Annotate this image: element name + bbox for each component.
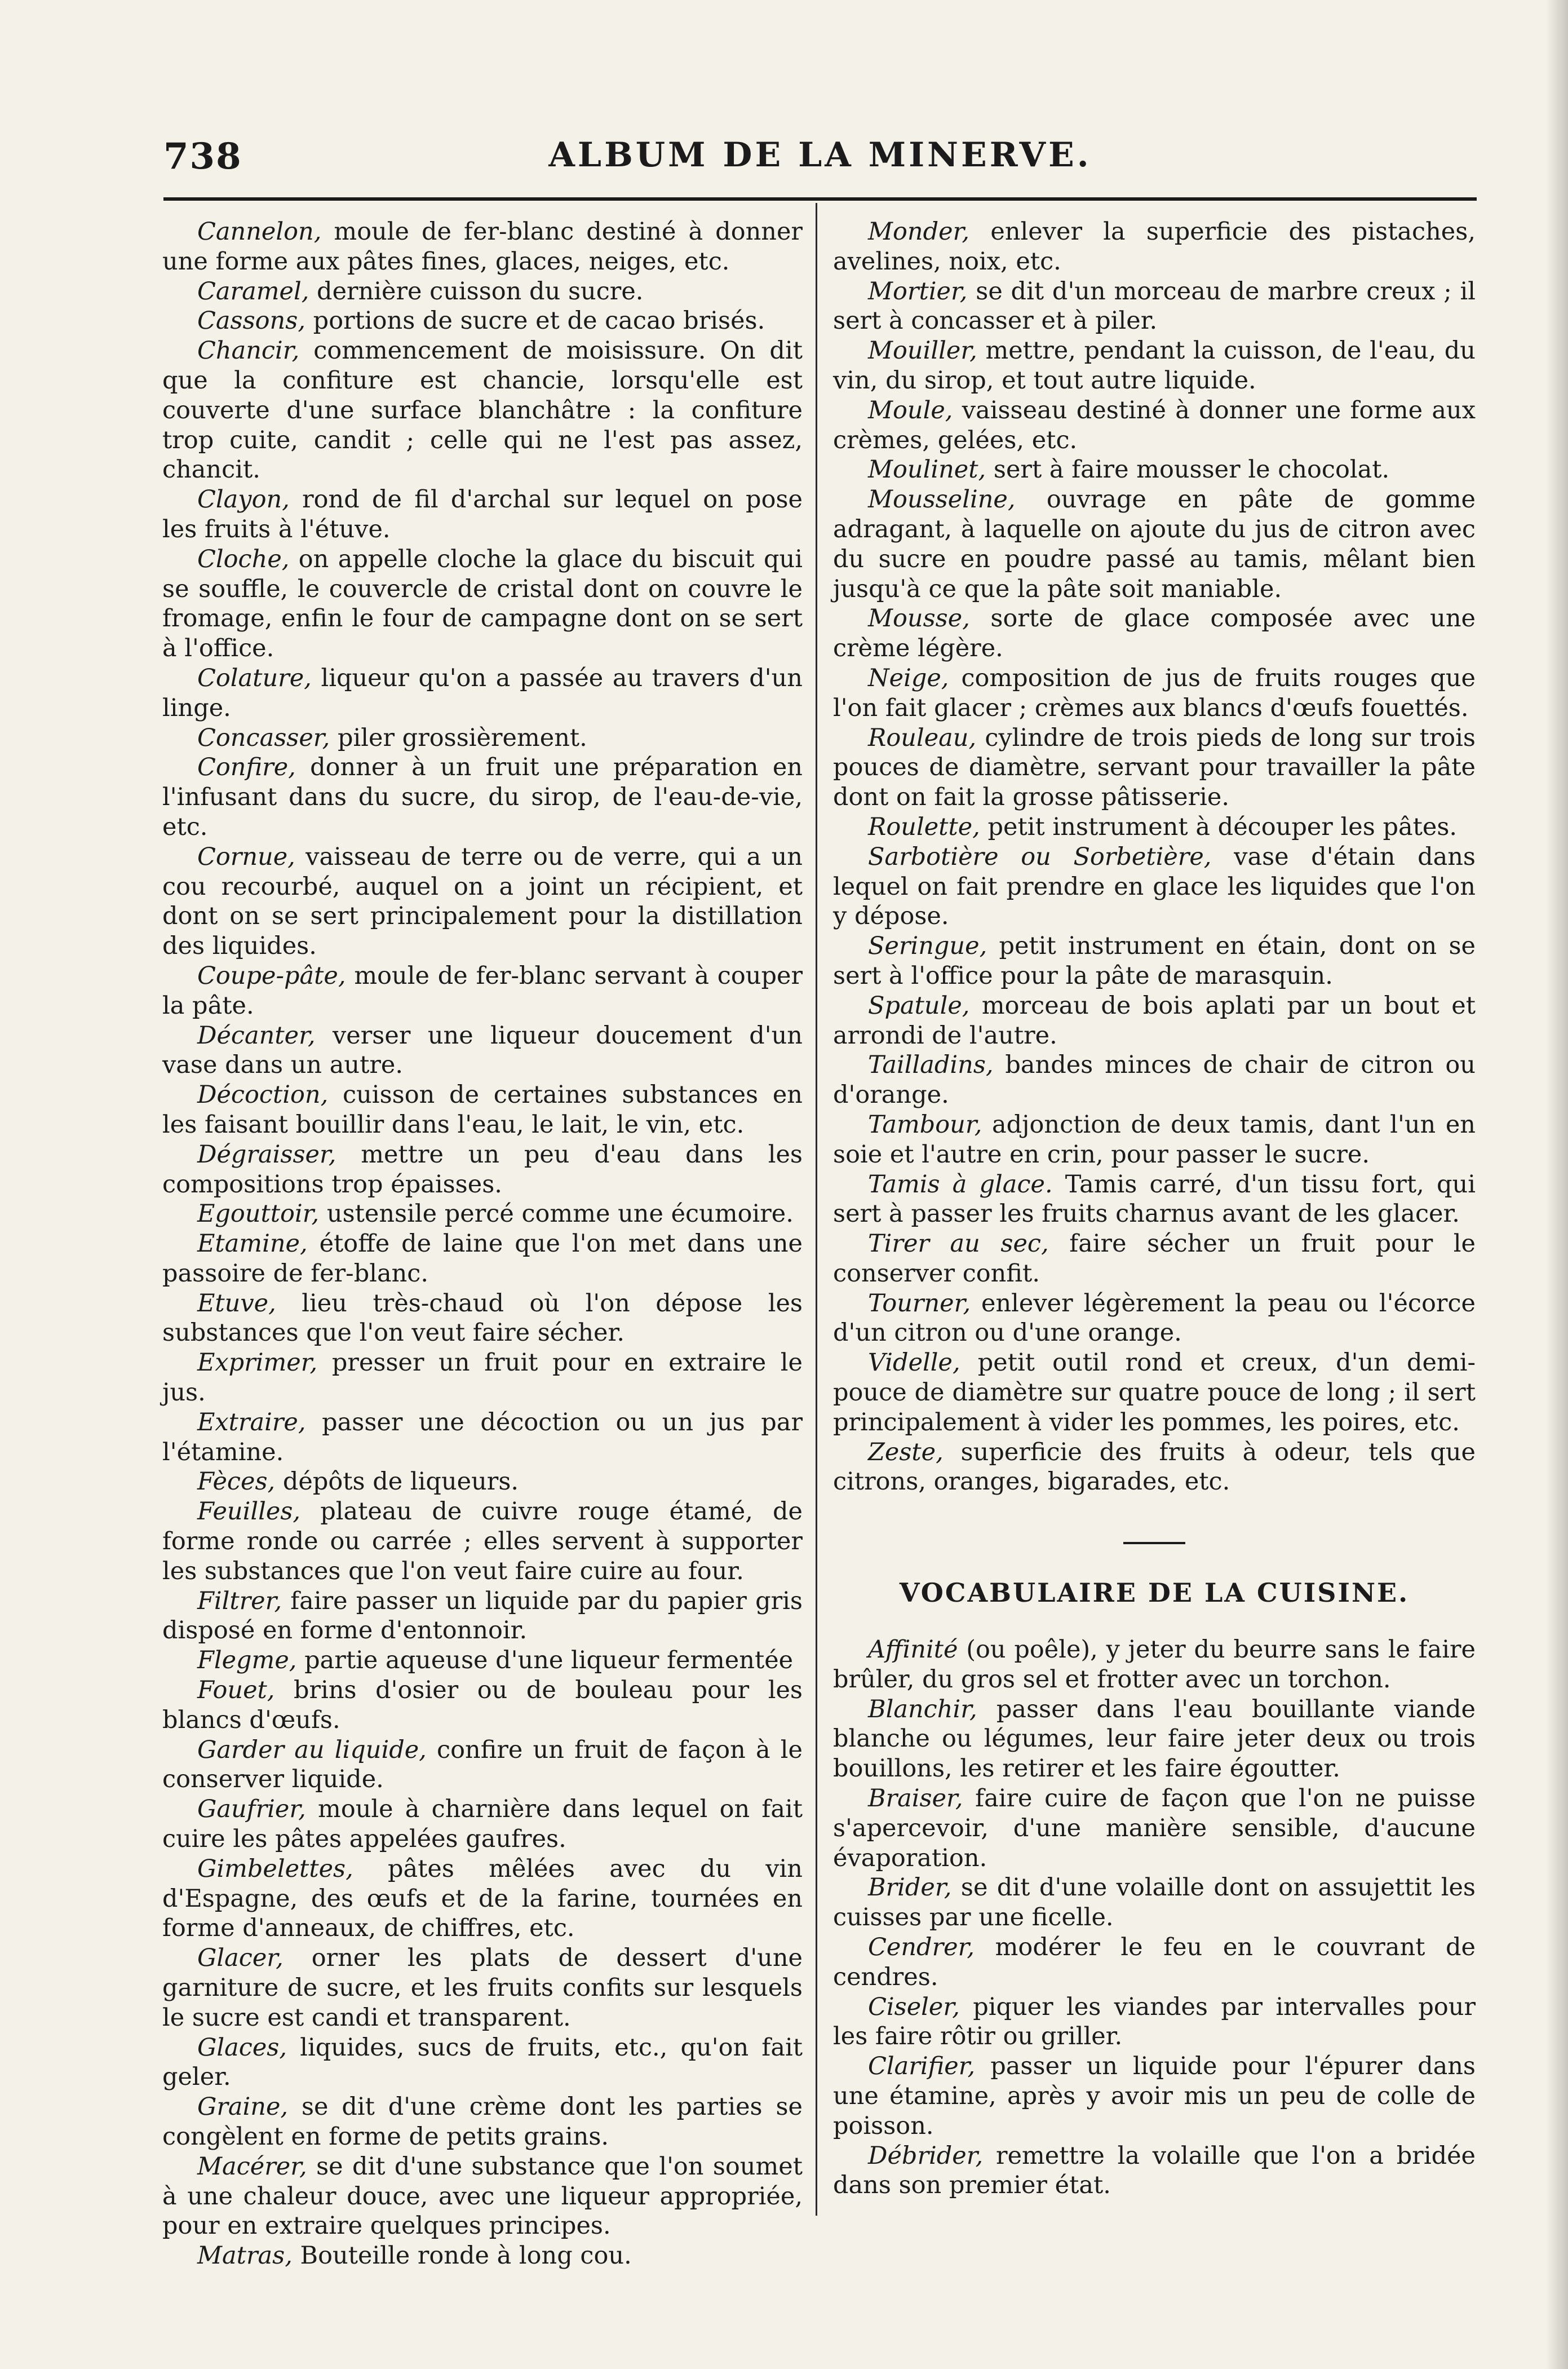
glossary-entry — [833, 2052, 1476, 2141]
entry-definition: Bouteille ronde à long cou. — [292, 2242, 632, 2270]
entry-term: Moule, — [868, 396, 953, 425]
entry-definition: enlever légèrement la peau ou l'écorce d'un citron ou d'une orange. — [833, 1289, 1476, 1347]
entry-term: Mousseline, — [868, 485, 1016, 514]
entry-definition: portions de sucre et de cacao brisés. — [305, 307, 765, 335]
glossary-entry — [162, 842, 803, 961]
glossary-entry — [833, 1438, 1476, 1497]
glossary-entry — [162, 545, 803, 664]
entry-definition: dernière cuisson du sucre. — [309, 277, 644, 306]
entry-term: Chancir, — [197, 337, 300, 365]
glossary-entry — [833, 1110, 1476, 1170]
glossary-entry — [162, 2092, 803, 2152]
entry-definition: passer dans l'eau bouillante viande blanche ou légumes, leur faire jeter deux ou trois bouillons, les retirer et les faire égoutter. — [833, 1695, 1476, 1783]
section-divider-rule — [1123, 1542, 1185, 1544]
entry-term: Clarifier, — [868, 2052, 976, 2081]
entry-term: Neige, — [868, 664, 949, 692]
glossary-entry — [162, 1943, 803, 2032]
glossary-entry — [833, 277, 1476, 337]
entry-definition: vaisseau de terre ou de verre, qui a un cou recourbé, auquel on a joint un récipient, et dont on se sert principalement pour la distillation des liquides. — [162, 842, 803, 961]
glossary-entry — [833, 1229, 1476, 1289]
glossary-entry — [162, 1854, 803, 1943]
entry-term: Mortier, — [868, 277, 968, 306]
glossary-entry — [833, 812, 1476, 842]
entry-definition: verser une liqueur doucement d'un vase dans un autre. — [162, 1021, 803, 1080]
entry-term: Gaufrier, — [197, 1795, 306, 1824]
entry-term: Spatule, — [868, 991, 970, 1020]
entry-term: Braiser, — [868, 1784, 963, 1813]
glossary-entry — [833, 1050, 1476, 1110]
entry-term: Sarbotière ou Sorbetière, — [868, 842, 1212, 871]
entry-definition: (ou poêle), y jeter du beurre sans le faire brûler, du gros sel et frotter avec un torchon. — [833, 1636, 1476, 1694]
entry-term: Glacer, — [197, 1944, 284, 1973]
entry-definition: remettre la volaille que l'on a bridée dans son premier état. — [833, 2141, 1476, 2200]
glossary-entry — [833, 1635, 1476, 1695]
entry-definition: modérer le feu en le couvrant de cendres. — [833, 1933, 1476, 1991]
entry-term: Monder, — [868, 218, 970, 246]
glossary-entry — [833, 455, 1476, 485]
glossary-entry — [833, 2141, 1476, 2201]
entry-term: Cornue, — [197, 842, 295, 871]
entry-term: Affinité — [868, 1636, 958, 1664]
entry-term: Clayon, — [197, 485, 290, 514]
entry-definition: moule de fer-blanc servant à couper la pâte. — [162, 961, 803, 1020]
entry-definition: orner les plats de dessert d'une garniture de sucre, et les fruits confits sur lesquels le sucre est candi et transparent. — [162, 1944, 803, 2032]
entry-term: Cloche, — [197, 545, 290, 573]
entry-term: Zeste, — [868, 1438, 944, 1466]
glossary-entry — [162, 1080, 803, 1140]
entry-term: Cassons, — [197, 307, 305, 335]
entry-term: Tailladins, — [868, 1051, 994, 1080]
entry-definition: passer un liquide pour l'épurer dans une étamine, après y avoir mis un peu de colle de poisson. — [833, 2052, 1476, 2140]
entry-definition: dépôts de liqueurs. — [275, 1468, 519, 1496]
entry-definition: sert à faire mousser le chocolat. — [986, 456, 1390, 484]
entry-term: Concasser, — [197, 723, 330, 752]
entry-definition: liqueur qu'on a passée au travers d'un linge. — [162, 664, 803, 722]
entry-definition: morceau de bois aplati par un bout et arrondi de l'autre. — [833, 991, 1476, 1050]
entry-term: Moulinet, — [868, 456, 986, 484]
entry-term: Décanter, — [197, 1021, 316, 1050]
entry-definition: Tamis carré, d'un tissu fort, qui sert à passer les fruits charnus avant de les glacer. — [833, 1170, 1476, 1228]
entry-term: Flegme, — [197, 1646, 297, 1675]
entry-term: Tamis à glace. — [868, 1170, 1053, 1199]
entry-definition: superficie des fruits à odeur, tels que citrons, oranges, bigarades, etc. — [833, 1438, 1476, 1496]
entry-term: Exprimer, — [197, 1349, 318, 1377]
entry-term: Caramel, — [197, 277, 309, 306]
entry-definition: piquer les viandes par intervalles pour les faire rôtir ou griller. — [833, 1992, 1476, 2051]
glossary-entry — [162, 1467, 803, 1497]
glossary-entry — [833, 723, 1476, 812]
entry-definition: faire cuire de façon que l'on ne puisse s'apercevoir, d'une manière sensible, d'aucune évaporation. — [833, 1784, 1476, 1872]
entry-definition: faire passer un liquide par du papier gris disposé en forme d'entonnoir. — [162, 1586, 803, 1645]
entry-term: Roulette, — [868, 812, 980, 841]
glossary-entry — [833, 991, 1476, 1051]
entry-term: Feuilles, — [197, 1497, 301, 1526]
glossary-entry — [162, 2033, 803, 2093]
glossary-entry — [162, 1199, 803, 1229]
entry-term: Matras, — [197, 2242, 293, 2270]
entry-definition: mettre, pendant la cuisson, de l'eau, du vin, du sirop, et tout autre liquide. — [833, 337, 1476, 395]
entry-definition: ouvrage en pâte de gomme adragant, à laquelle on ajoute du jus de citron avec du sucre en poudre passé au tamis, mêlant bien jusqu'à ce que la pâte soit maniable. — [833, 485, 1476, 603]
glossary-entry — [833, 1873, 1476, 1933]
confiserie-entries-continued — [833, 217, 1476, 1497]
entry-term: Macérer, — [197, 2152, 307, 2181]
entry-definition: petit outil rond et creux, d'un demi-pouce de diamètre sur quatre pouce de long ; il sert principalement à vider les pommes, les poires, etc. — [833, 1349, 1476, 1437]
glossary-entry — [162, 1497, 803, 1586]
glossary-entry — [162, 1586, 803, 1646]
glossary-entry — [833, 1170, 1476, 1230]
glossary-entry — [162, 1676, 803, 1735]
glossary-entry — [833, 336, 1476, 396]
entry-definition: se dit d'une crème dont les parties se congèlent en forme de petits grains. — [162, 2093, 803, 2151]
entry-term: Colature, — [197, 664, 312, 692]
left-column — [162, 217, 803, 2271]
entry-definition: bandes minces de chair de citron ou d'orange. — [833, 1051, 1476, 1110]
glossary-entry — [833, 604, 1476, 664]
entry-definition: piler grossièrement. — [330, 723, 587, 752]
entry-term: Filtrer, — [197, 1586, 282, 1615]
glossary-entry — [833, 664, 1476, 723]
glossary-entry — [833, 396, 1476, 456]
glossary-entry — [833, 842, 1476, 931]
entry-term: Blanchir, — [868, 1695, 977, 1723]
glossary-entry — [162, 753, 803, 842]
glossary-entry — [162, 723, 803, 753]
entry-term: Débrider, — [868, 2141, 984, 2170]
entry-definition: composition de jus de fruits rouges que l'on fait glacer ; crèmes aux blancs d'œufs fouettés. — [833, 664, 1476, 722]
entry-definition: confire un fruit de façon à le conserver liquide. — [162, 1735, 803, 1794]
entry-term: Tourner, — [868, 1289, 971, 1318]
entry-term: Coupe-pâte, — [197, 961, 346, 990]
entry-definition: donner à un fruit une préparation en l'infusant dans du sucre, du sirop, de l'eau-de-vie, etc. — [162, 753, 803, 841]
glossary-entry — [833, 1695, 1476, 1784]
entry-definition: vase d'étain dans lequel on fait prendre en glace les liquides que l'on y dépose. — [833, 842, 1476, 931]
glossary-entry — [162, 1408, 803, 1468]
glossary-entry — [162, 306, 803, 336]
column-divider — [816, 203, 817, 2216]
entry-term: Garder au liquide, — [197, 1735, 427, 1764]
entry-term: Videlle, — [868, 1349, 960, 1377]
entry-definition: cuisson de certaines substances en les faisant bouillir dans l'eau, le lait, le vin, etc. — [162, 1081, 803, 1139]
entry-definition: lieu très-chaud où l'on dépose les substances que l'on veut faire sécher. — [162, 1289, 803, 1347]
running-title: ALBUM DE LA MINERVE. — [548, 135, 1092, 175]
entry-definition: mettre un peu d'eau dans les compositions trop épaisses. — [162, 1140, 803, 1199]
glossary-entry — [162, 664, 803, 723]
entry-term: Tambour, — [868, 1110, 982, 1139]
entry-term: Fèces, — [197, 1468, 276, 1496]
glossary-entry — [833, 1348, 1476, 1437]
cuisine-entries — [833, 1635, 1476, 2200]
entry-term: Rouleau, — [868, 723, 977, 752]
entry-definition: moule de fer-blanc destiné à donner une forme aux pâtes fines, glaces, neiges, etc. — [162, 218, 803, 276]
glossary-entry — [162, 1021, 803, 1081]
glossary-entry — [162, 1140, 803, 1200]
glossary-entry — [162, 336, 803, 485]
header-rule — [163, 197, 1477, 201]
glossary-entry — [833, 1784, 1476, 1873]
glossary-entry — [162, 2152, 803, 2241]
entry-definition: faire sécher un fruit pour le conserver confit. — [833, 1230, 1476, 1288]
page-header — [163, 135, 1477, 197]
glossary-entry — [162, 217, 803, 277]
entry-term: Etuve, — [197, 1289, 276, 1318]
entry-definition: se dit d'une volaille dont on assujettit les cuisses par une ficelle. — [833, 1873, 1476, 1932]
right-column — [833, 217, 1476, 2200]
entry-term: Confire, — [197, 753, 296, 782]
glossary-entry — [833, 1289, 1476, 1349]
entry-definition: brins d'osier ou de bouleau pour les blancs d'œufs. — [162, 1676, 803, 1734]
entry-term: Mousse, — [868, 604, 970, 633]
entry-definition: ustensile percé comme une écumoire. — [319, 1200, 794, 1228]
entry-definition: commencement de moisissure. On dit que la confiture est chancie, lorsqu'elle est couverte d'une surface blanchâtre : la confiture trop cuite, candit ; celle qui ne l'est pas assez, chancit. — [162, 337, 803, 484]
entry-definition: cylindre de trois pieds de long sur trois pouces de diamètre, servant pour travailler la pâte dont on fait la grosse pâtisserie. — [833, 723, 1476, 812]
glossary-entry — [162, 1735, 803, 1795]
glossary-entry — [162, 277, 803, 307]
glossary-entry — [833, 485, 1476, 604]
entry-definition: moule à charnière dans lequel on fait cuire les pâtes appelées gaufres. — [162, 1795, 803, 1854]
entry-term: Dégraisser, — [197, 1140, 336, 1169]
entry-definition: petit instrument en étain, dont on se sert à l'office pour la pâte de marasquin. — [833, 932, 1476, 990]
section-title: VOCABULAIRE DE LA CUISINE. — [899, 1577, 1410, 1608]
glossary-entry — [833, 217, 1476, 277]
glossary-entry — [833, 1933, 1476, 1992]
page-number: 738 — [163, 135, 242, 178]
entry-definition: se dit d'une substance que l'on soumet à une chaleur douce, avec une liqueur appropriée, pour en extraire quelques principes. — [162, 2152, 803, 2240]
entry-term: Tirer au sec, — [868, 1230, 1049, 1258]
glossary-entry — [162, 961, 803, 1021]
entry-definition: enlever la superficie des pistaches, avelines, noix, etc. — [833, 218, 1476, 276]
entry-definition: presser un fruit pour en extraire le jus. — [162, 1349, 803, 1407]
entry-term: Décoction, — [197, 1081, 329, 1110]
entry-definition: adjonction de deux tamis, dant l'un en soie et l'autre en crin, pour passer le sucre. — [833, 1110, 1476, 1169]
entry-definition: pâtes mêlées avec du vin d'Espagne, des œufs et de la farine, tournées en forme d'anneaux, de chiffres, etc. — [162, 1854, 803, 1943]
entry-definition: passer une décoction ou un jus par l'étamine. — [162, 1408, 803, 1466]
entry-definition: étoffe de laine que l'on met dans une passoire de fer-blanc. — [162, 1230, 803, 1288]
entry-definition: petit instrument à découper les pâtes. — [980, 812, 1458, 841]
entry-term: Gimbelettes, — [197, 1854, 353, 1883]
entry-definition: se dit d'un morceau de marbre creux ; il sert à concasser et à piler. — [833, 277, 1476, 335]
glossary-entry — [162, 1348, 803, 1408]
entry-term: Graine, — [197, 2093, 289, 2122]
entry-term: Cendrer, — [868, 1933, 975, 1962]
entry-term: Cannelon, — [197, 218, 322, 246]
entry-term: Brider, — [868, 1873, 952, 1902]
entry-definition: vaisseau destiné à donner une forme aux crèmes, gelées, etc. — [833, 396, 1476, 454]
entry-definition: on appelle cloche la glace du biscuit qui se souffle, le couvercle de cristal dont on couvre le fromage, enfin le four de campagne dont on se sert à l'office. — [162, 545, 803, 663]
entry-term: Etamine, — [197, 1230, 308, 1258]
entry-term: Ciseler, — [868, 1992, 960, 2021]
entry-definition: liquides, sucs de fruits, etc., qu'on fait geler. — [162, 2033, 803, 2092]
glossary-entry — [833, 931, 1476, 991]
glossary-entry — [162, 485, 803, 545]
entry-term: Extraire, — [197, 1408, 306, 1437]
entry-term: Mouiller, — [868, 337, 977, 365]
entry-term: Seringue, — [868, 932, 987, 961]
glossary-entry — [162, 1795, 803, 1854]
glossary-entry — [162, 1229, 803, 1289]
page-edge — [1545, 0, 1568, 2369]
glossary-entry — [162, 1289, 803, 1349]
entry-definition: plateau de cuivre rouge étamé, de forme ronde ou carrée ; elles servent à supporter les substances que l'on veut faire cuire au four. — [162, 1497, 803, 1585]
entry-definition: rond de fil d'archal sur lequel on pose les fruits à l'étuve. — [162, 485, 803, 543]
glossary-entry — [162, 1646, 803, 1676]
entry-term: Glaces, — [197, 2033, 287, 2062]
entry-definition: sorte de glace composée avec une crème légère. — [833, 604, 1476, 663]
entry-term: Fouet, — [197, 1676, 275, 1705]
entry-term: Egouttoir, — [197, 1200, 320, 1228]
glossary-entry — [833, 1992, 1476, 2052]
entry-definition: partie aqueuse d'une liqueur fermentée — [296, 1646, 794, 1675]
glossary-entry — [162, 2241, 803, 2271]
